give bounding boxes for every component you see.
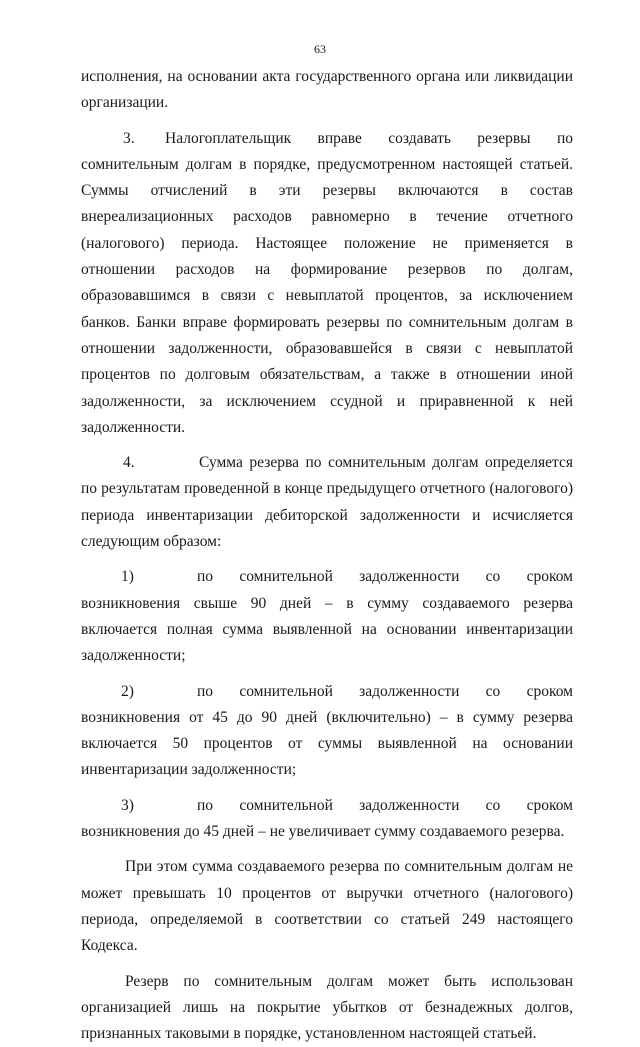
page-number: 63 — [0, 42, 640, 57]
list-item-2 — [81, 679, 573, 784]
list-item-text: по сомнительной задолженности со сроком возникновения от 45 до 90 дней (включительно) – в сумму резерва включается 50 процентов от суммы выявленной на основании инвентаризации задолженности; — [81, 683, 573, 779]
paragraph-number: 4. — [123, 450, 199, 476]
list-item-number: 2) — [121, 679, 197, 705]
paragraph-3 — [81, 126, 573, 442]
list-item-3 — [81, 793, 573, 846]
list-item-1 — [81, 564, 573, 669]
paragraph-continuation: исполнения, на основании акта государственного органа или ликвидации организации. — [81, 64, 573, 117]
paragraph-usage: Резерв по сомнительным долгам может быть использован организацией лишь на покрытие убытков от безнадежных долгов, признанных таковыми в порядке, установленном настоящей статьей. — [81, 969, 573, 1047]
paragraph-limit: При этом сумма создаваемого резерва по сомнительным долгам не может превышать 10 процентов от выручки отчетного (налогового) периода, определяемой в соответствии со статьей 249 настоящего Кодекса. — [81, 854, 573, 959]
list-item-number: 1) — [121, 564, 197, 590]
list-item-number: 3) — [121, 793, 197, 819]
paragraph-number: 3. — [123, 126, 165, 152]
paragraph-4 — [81, 450, 573, 555]
paragraph-text: Сумма резерва по сомнительным долгам определяется по результатам проведенной в конце предыдущего отчетного (налогового) периода инвентаризации дебиторской задолженности и исчисляется следующим образом: — [81, 454, 573, 550]
list-item-text: по сомнительной задолженности со сроком возникновения до 45 дней – не увеличивает сумму создаваемого резерва. — [81, 797, 573, 840]
list-item-text: по сомнительной задолженности со сроком возникновения свыше 90 дней – в сумму создаваемого резерва включается полная сумма выявленной на основании инвентаризации задолженности; — [81, 568, 573, 664]
paragraph-text: Налогоплательщик вправе создавать резервы по сомнительным долгам в порядке, предусмотренном настоящей статьей. Суммы отчислений в эти резервы включаются в состав внереализационных расходов равномерно в течение отчетного (налогового) периода. Настоящее положение не применяется в отношении расходов на формирование резервов по долгам, образовавшимся в связи с невыплатой процентов, за исключением банков. Банки вправе формировать резервы по сомнительным долгам в отношении задолженности, образовавшейся в связи с невыплатой процентов по долговым обязательствам, а также в отношении иной задолженности, за исключением ссудной и приравненной к ней задолженности. — [81, 130, 573, 436]
